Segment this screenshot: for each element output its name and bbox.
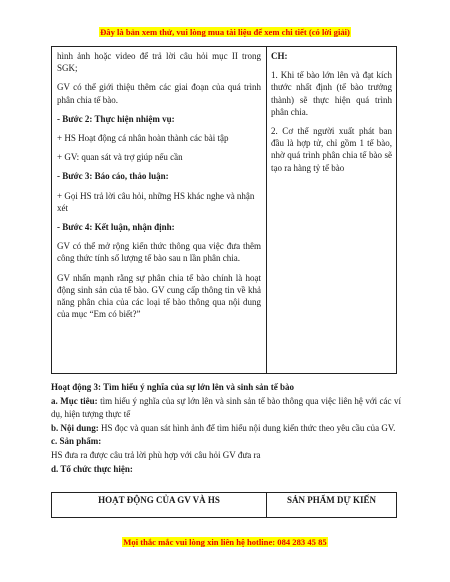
product-label: c. Sản phẩm: <box>51 436 102 447</box>
answer-1: 1. Khi tế bào lớn lên và đạt kích thước nhất định (tế bào trưởng thành) sẽ thực hiện quá trình phân chia. <box>271 70 392 117</box>
intro-text: hình ảnh hoặc video để trả lời câu hỏi mục II trong SGK; <box>57 51 261 74</box>
step4-text-2: GV nhấn mạnh rằng sự phân chia tế bào chính là hoạt động sinh sản của tế bào. GV cung cấp thông tin về khả năng phân chia của các loại tế bào thông qua nội dung của mục “Em có biết?” <box>57 272 261 320</box>
step2-heading: - Bước 2: Thực hiện nhiệm vụ: <box>57 113 175 124</box>
hotline-banner <box>0 537 450 547</box>
header-activity: HOẠT ĐỘNG CỦA GV VÀ HS <box>98 495 220 505</box>
content-label: b. Nội dung: <box>51 422 99 433</box>
step4-text: GV có thể mở rộng kiến thức thông qua việc đưa thêm công thức tính số lượng tế bào sau n lần phân chia. <box>57 241 261 264</box>
answer-2: 2. Cơ thể người xuất phát ban đầu là hợp tử, chỉ gồm 1 tế bào, nhờ quá trình phân chia tế bào sẽ tạo ra hàng tỷ tế bào <box>271 126 392 173</box>
teacher-student-activity-column <box>52 47 266 327</box>
activity-3-section <box>51 381 401 476</box>
step3-heading: - Bước 3: Báo cáo, thảo luận: <box>57 171 169 182</box>
step2-hs-text: + HS Hoạt động cá nhân hoàn thành các bài tập <box>57 133 229 144</box>
preview-banner <box>0 27 450 37</box>
product-text: HS đưa ra được câu trả lời phù hợp với câu hỏi GV đưa ra <box>51 449 261 460</box>
ch-heading: CH: <box>271 51 288 61</box>
goal-text: tìm hiểu ý nghĩa của sự lớn lên và sinh sản tế bào thông qua việc liên hệ với các ví dụ, hiện tượng thực tế <box>51 395 401 420</box>
goal-label: a. Mục tiêu: <box>51 395 98 406</box>
step4-heading: - Bước 4: Kết luận, nhận định: <box>57 222 175 233</box>
step2-gv-text: + GV: quan sát và trợ giúp nếu cần <box>57 152 183 163</box>
step3-text: + Gọi HS trả lời câu hỏi, những HS khác nghe và nhận xét <box>57 190 255 213</box>
activity-3-table-header <box>51 492 397 518</box>
lesson-table <box>51 46 397 374</box>
activity-3-title: Hoạt động 3: Tìm hiểu ý nghĩa của sự lớn lên và sinh sản tế bào <box>51 382 295 392</box>
preview-banner-text: Đây là bản xem thử, vui lòng mua tài liệu để xem chi tiết (có lời giải) <box>100 27 350 37</box>
content-text: HS đọc và quan sát hình ảnh để tìm hiểu nội dung kiến thức theo yêu cầu của GV. <box>101 422 396 433</box>
hotline-banner-text: Mọi thắc mắc vui lòng xin liên hệ hotline: 084 283 45 85 <box>123 537 327 547</box>
expected-product-column <box>267 47 396 181</box>
content-paragraph <box>51 422 401 436</box>
gv-intro-text: GV có thể giới thiệu thêm các giai đoạn của quá trình phân chia tế bào. <box>57 82 261 105</box>
goal-paragraph <box>51 395 401 422</box>
header-expected-product: SẢN PHẨM DỰ KIẾN <box>287 495 376 505</box>
organize-label: d. Tổ chức thực hiện: <box>51 463 133 474</box>
